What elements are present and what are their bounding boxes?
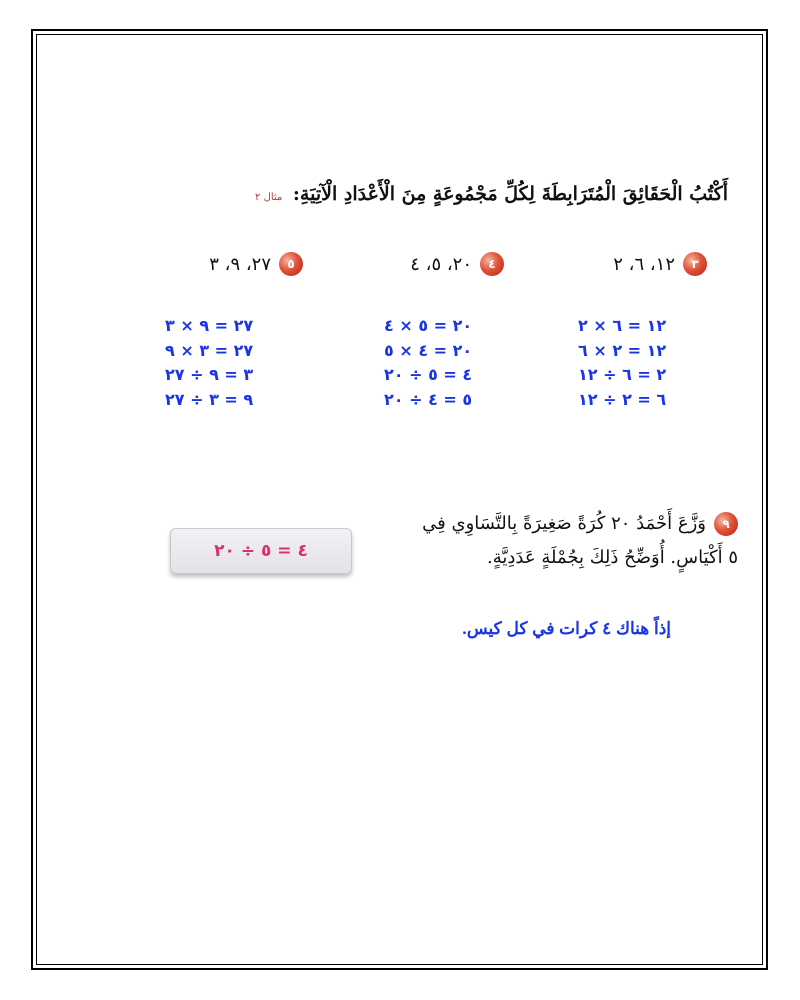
question-9-text-2: ٥ أَكْيَاسٍ. أُوَضِّحُ ذَلِكَ بِجُمْلَةٍ عَدَدِيَّةٍ. [487,547,738,568]
equation: ١٢ = ٢ × ٦ [578,340,667,360]
problem-numbers: ٢٠، ٥، ٤ [410,253,472,275]
problem-4 [410,252,504,276]
equation: ٤ = ٥ ÷ ٢٠ [384,365,473,384]
equation: ٥ = ٤ ÷ ٢٠ [384,389,473,409]
equation: ٣ = ٩ ÷ ٢٧ [165,365,254,384]
problem-3-answers [578,314,666,412]
answer-sentence-box[interactable] [170,528,352,574]
answer-sentence: ٤ = ٥ ÷ ٢٠ [214,541,308,561]
problem-numbers: ١٢، ٦، ٢ [613,253,675,275]
problem-number-badge: ٣ [683,252,707,276]
problem-5-answers [165,314,253,412]
equation: ٢ = ٦ ÷ ١٢ [578,365,667,384]
problem-number-badge: ٥ [279,252,303,276]
example-reference-tag: مثال ٢ [255,192,283,203]
heading-text: أَكْتُبُ الْحَقَائِقَ الْمُتَرَابِطَةَ لِكُلِّ مَجْمُوعَةٍ مِنَ الْأَعْدَادِ الْآتِيَةِ: [292,183,728,205]
equation: ٦ = ٢ ÷ ١٢ [578,389,667,409]
problem-number-badge: ٤ [480,252,504,276]
equation: ١٢ = ٦ × ٢ [578,316,667,335]
question-9 [398,507,738,575]
equation: ٢٧ = ٣ × ٩ [165,340,254,360]
exercise-heading [255,183,728,205]
question-9-line-1 [398,507,738,541]
problem-4-answers [384,314,472,412]
problem-3 [613,252,707,276]
question-9-text-1: وَزَّعَ أَحْمَدُ ٢٠ كُرَةً صَغِيرَةً بِالتَّسَاوِي فِي [422,513,706,534]
page-frame-inner [36,34,763,965]
problem-numbers: ٢٧، ٩، ٣ [209,253,271,275]
equation: ٢٠ = ٥ × ٤ [384,316,473,335]
conclusion-text: إذاً هناك ٤ كرات في كل كيس. [462,619,671,638]
equation: ٢٠ = ٤ × ٥ [384,340,473,360]
question-number-badge: ٩ [714,512,738,536]
equation: ٩ = ٣ ÷ ٢٧ [165,389,254,409]
problem-5 [209,252,303,276]
equation: ٢٧ = ٩ × ٣ [165,316,254,335]
